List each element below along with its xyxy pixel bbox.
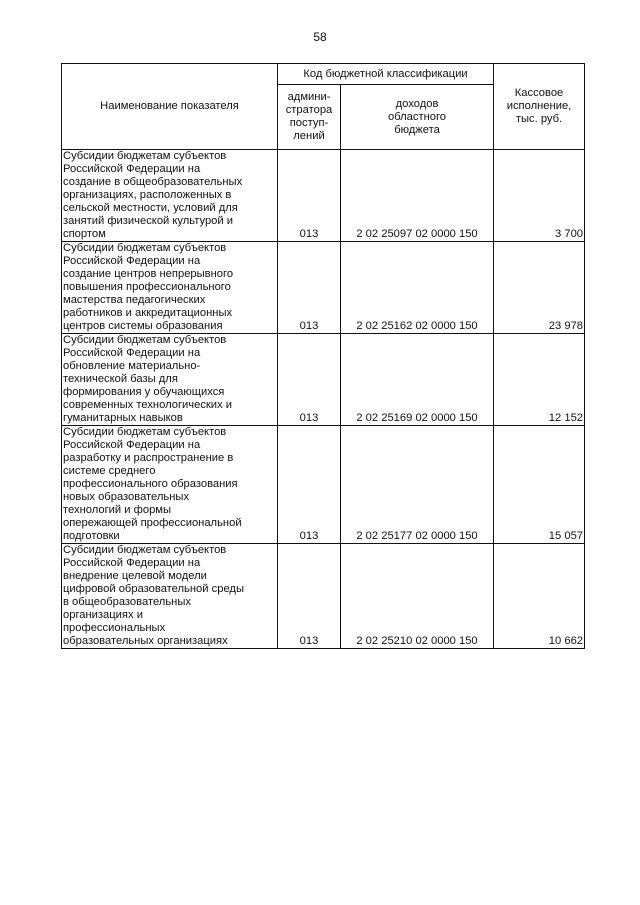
- row-amount: 23 978: [494, 242, 585, 334]
- table-header: [62, 64, 585, 150]
- row-income-code: 2 02 25177 02 0000 150: [341, 426, 494, 544]
- header-amount: Кассовое исполнение, тыс. руб.: [494, 64, 585, 150]
- row-admin-code: 013: [278, 334, 341, 426]
- table-row: [62, 426, 585, 544]
- table-row: [62, 242, 585, 334]
- table-row: [62, 544, 585, 649]
- row-name: Субсидии бюджетам субъектов Российской Федерации на создание центров непрерывного повышения профессионального мастерства педагогических работников и аккредитационных центров системы образования: [62, 242, 278, 334]
- row-amount: 10 662: [494, 544, 585, 649]
- row-admin-code: 013: [278, 426, 341, 544]
- row-amount: 12 152: [494, 334, 585, 426]
- row-name: Субсидии бюджетам субъектов Российской Федерации на обновление материально- технической базы для формирования у обучающихся современных технологических и гуманитарных навыков: [62, 334, 278, 426]
- table-body: [62, 150, 585, 649]
- row-name: Субсидии бюджетам субъектов Российской Федерации на внедрение целевой модели цифровой образовательной среды в общеобразовательных организациях и профессиональных образовательных организациях: [62, 544, 278, 649]
- row-income-code: 2 02 25210 02 0000 150: [341, 544, 494, 649]
- row-income-code: 2 02 25097 02 0000 150: [341, 150, 494, 242]
- row-amount: 3 700: [494, 150, 585, 242]
- row-name: Субсидии бюджетам субъектов Российской Федерации на разработку и распространение в системе среднего профессионального образования новых образовательных технологий и формы опережающей профессиональной подготовки: [62, 426, 278, 544]
- row-name: Субсидии бюджетам субъектов Российской Федерации на создание в общеобразовательных организациях, расположенных в сельской местности, условий для занятий физической культурой и спортом: [62, 150, 278, 242]
- table-row: [62, 334, 585, 426]
- header-name: Наименование показателя: [62, 64, 278, 150]
- row-admin-code: 013: [278, 150, 341, 242]
- row-admin-code: 013: [278, 242, 341, 334]
- header-code-group: Код бюджетной классификации: [278, 64, 494, 85]
- header-admin: админи- стратора поступ- лений: [278, 85, 341, 150]
- header-income: доходов областного бюджета: [341, 85, 494, 150]
- table-row: [62, 150, 585, 242]
- row-income-code: 2 02 25169 02 0000 150: [341, 334, 494, 426]
- row-income-code: 2 02 25162 02 0000 150: [341, 242, 494, 334]
- row-amount: 15 057: [494, 426, 585, 544]
- page-number: 58: [313, 30, 327, 44]
- row-admin-code: 013: [278, 544, 341, 649]
- budget-table: [61, 63, 585, 649]
